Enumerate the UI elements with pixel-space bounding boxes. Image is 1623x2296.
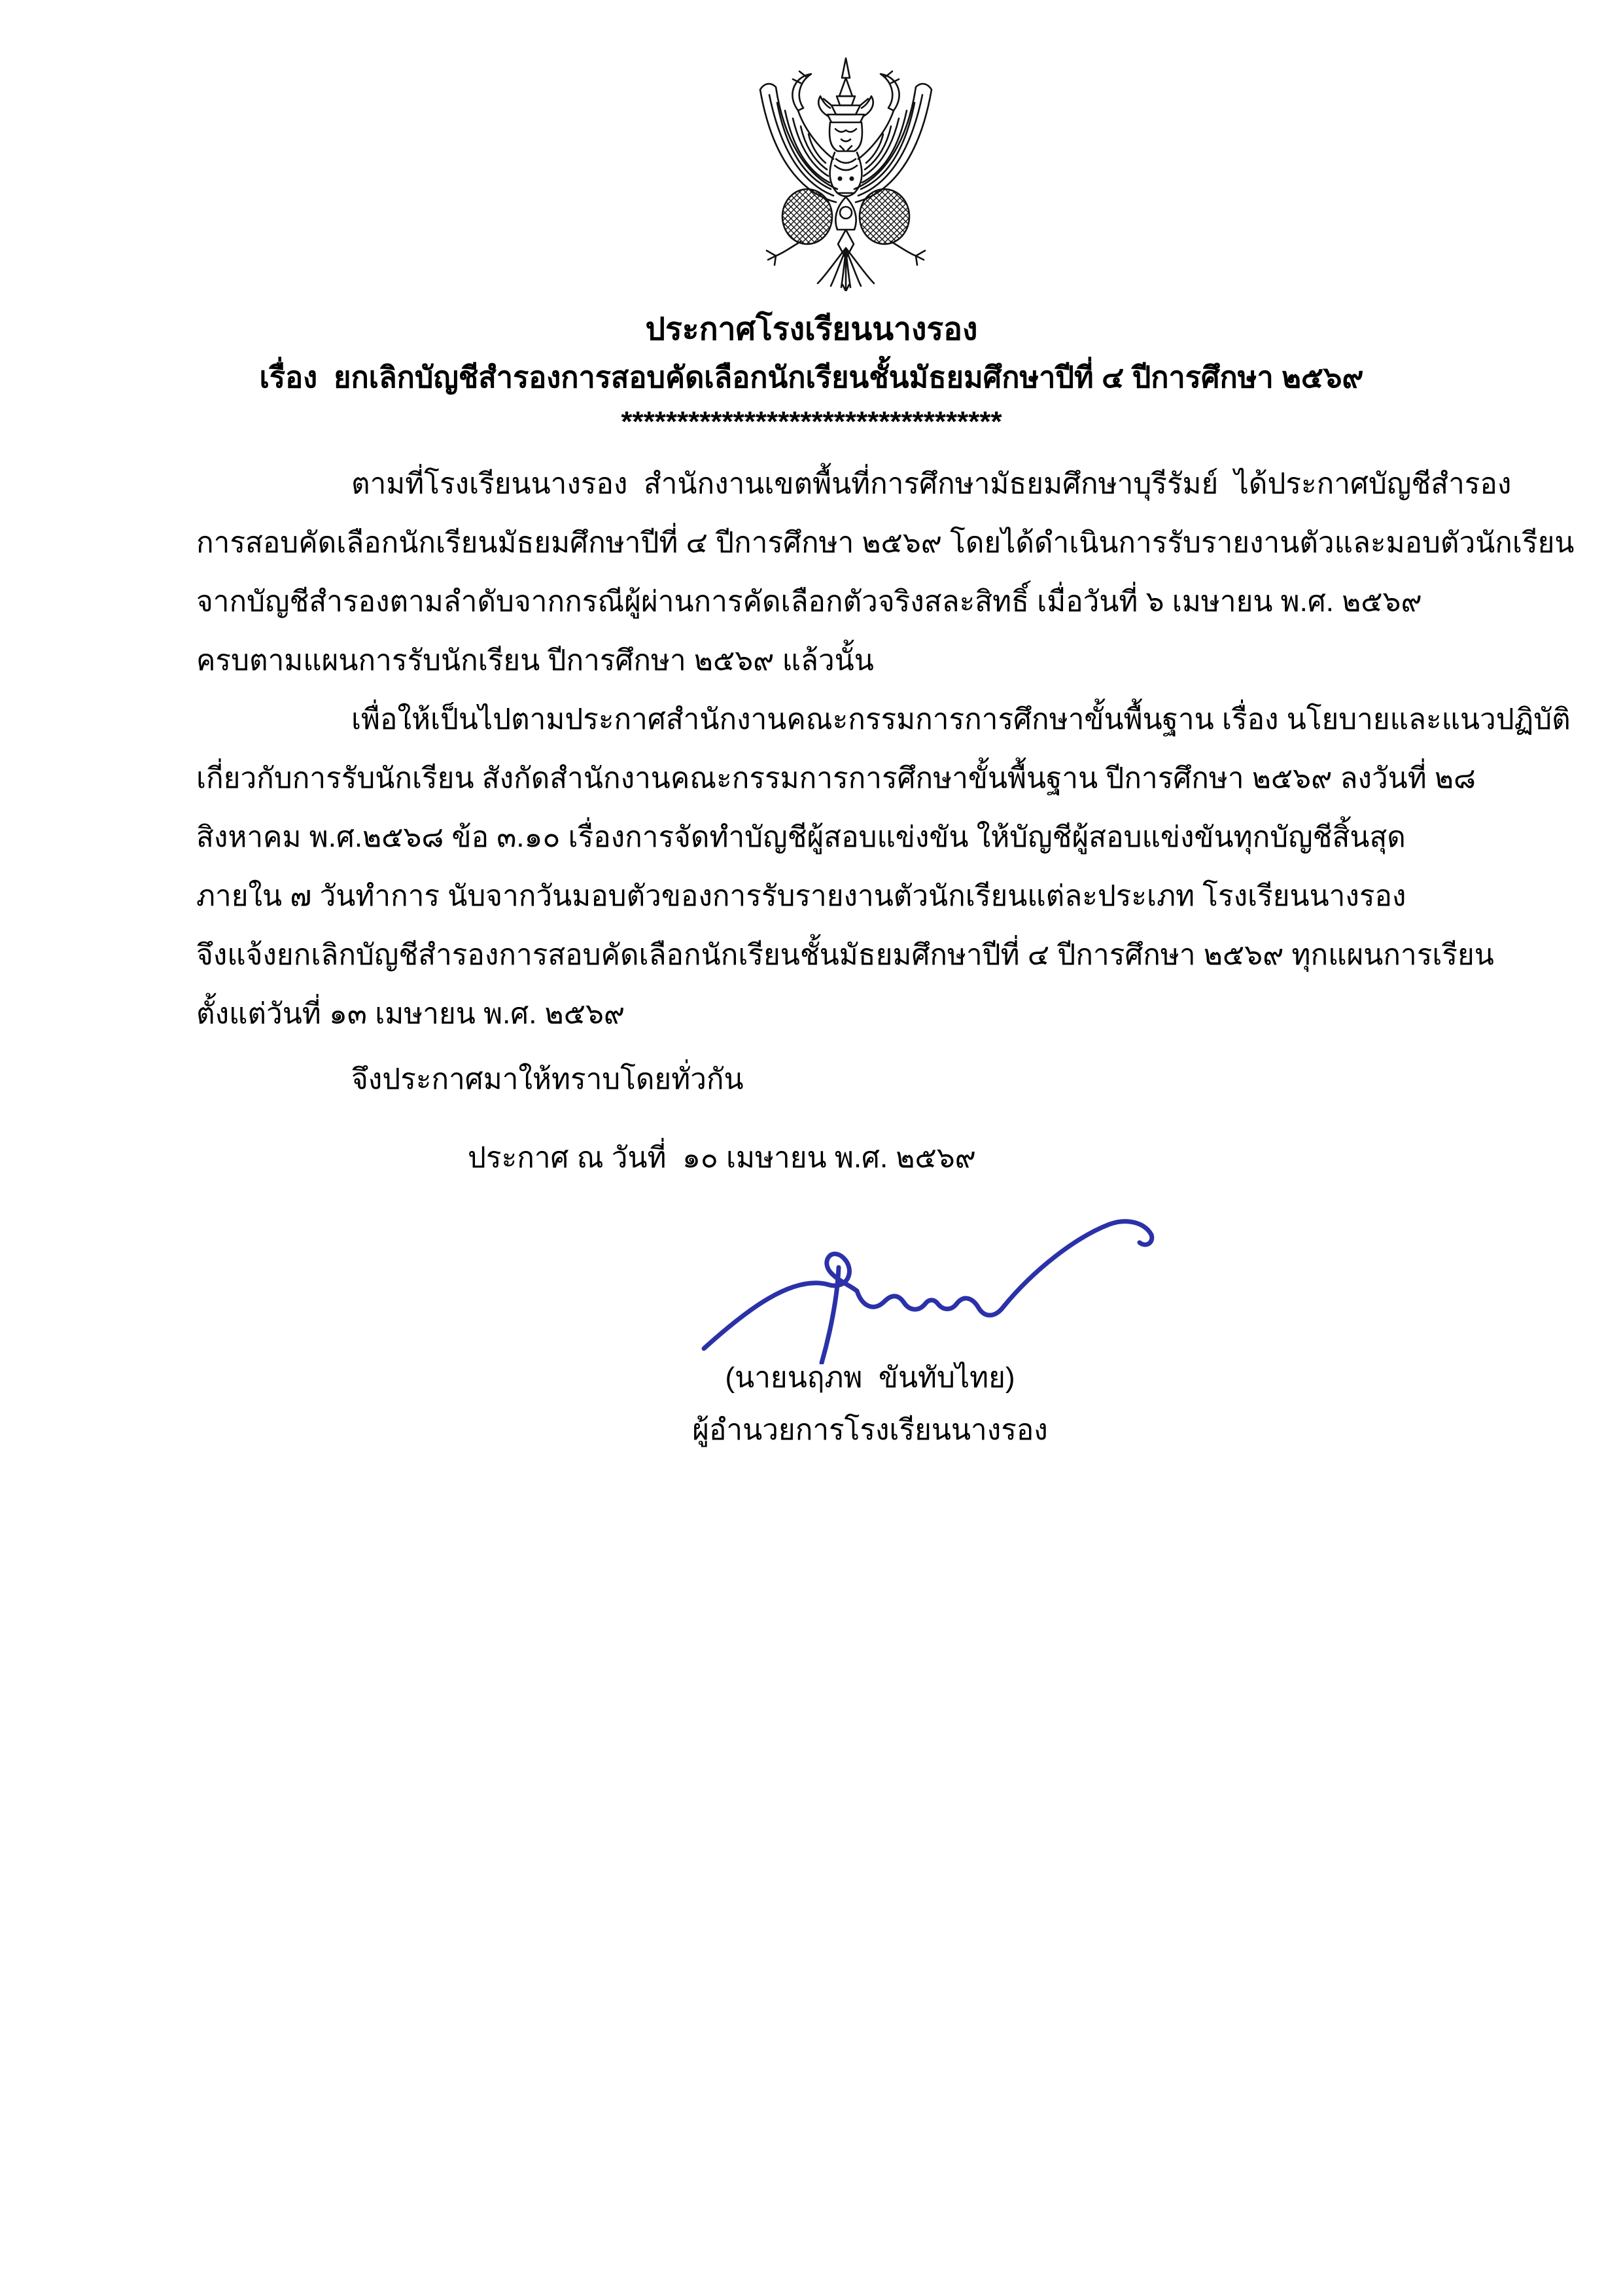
paragraph-1-line: ตามที่โรงเรียนนางรอง สำนักงานเขตพื้นที่การศึกษามัธยมศึกษาบุรีรัมย์ ได้ประกาศบัญชีสำรอง [351,468,1512,500]
paragraph-1-line: จากบัญชีสำรองตามลำดับจากกรณีผู้ผ่านการคัดเลือกตัวจริงสละสิทธิ์ เมื่อวันที่ ๖ เมษายน พ.ศ. ๒๕๖๙ [196,586,1422,618]
closing-statement: จึงประกาศมาให้ทราบโดยทั่วกัน [351,1063,744,1095]
signer-position: ผู้อำนวยการโรงเรียนนางรอง [692,1414,1048,1446]
signature-ink-icon [693,1207,1171,1364]
paragraph-2-line: เกี่ยวกับการรับนักเรียน สังกัดสำนักงานคณะกรรมการการศึกษาขั้นพื้นฐาน ปีการศึกษา ๒๕๖๙ ลงวันที่ ๒๘ [196,762,1476,794]
paragraph-2-line: สิงหาคม พ.ศ.๒๕๖๘ ข้อ ๓.๑๐ เรื่องการจัดทำบัญชีผู้สอบแข่งขัน ให้บัญชีผู้สอบแข่งขันทุกบัญชีสิ้นสุด [196,821,1406,853]
announcement-title: ประกาศโรงเรียนนางรอง [645,312,978,347]
paragraph-2-line: จึงแจ้งยกเลิกบัญชีสำรองการสอบคัดเลือกนักเรียนชั้นมัธยมศึกษาปีที่ ๔ ปีการศึกษา ๒๕๖๙ ทุกแผนการเรียน [196,939,1494,971]
paragraph-2-line: ตั้งแต่วันที่ ๑๓ เมษายน พ.ศ. ๒๕๖๙ [196,998,625,1030]
signature-block [576,1352,1164,1457]
announcement-subject: เรื่อง ยกเลิกบัญชีสำรองการสอบคัดเลือกนักเรียนชั้นมัธยมศึกษาปีที่ ๔ ปีการศึกษา ๒๕๖๙ [259,361,1364,394]
paragraph-2-line: ภายใน ๗ วันทำการ นับจากวันมอบตัวของการรับรายงานตัวนักเรียนแต่ละประเภท โรงเรียนนางรอง [196,880,1406,912]
paragraph-2-line: เพื่อให้เป็นไปตามประกาศสำนักงานคณะกรรมการการศึกษาขั้นพื้นฐาน เรื่อง นโยบายและแนวปฏิบัติ [351,703,1571,735]
asterisk-divider: ********************************** [621,406,1002,438]
signer-name: (นายนฤภพ ขันทับไทย) [725,1362,1015,1394]
paragraph-2 [196,690,1571,1044]
paragraph-1-line: การสอบคัดเลือกนักเรียนมัธยมศึกษาปีที่ ๔ ปีการศึกษา ๒๕๖๙ โดยได้ดำเนินการรับรายงานตัวและมอบตัวนักเรียน [196,527,1575,559]
paragraph-1-line: ครบตามแผนการรับนักเรียน ปีการศึกษา ๒๕๖๙ แล้วนั้น [196,645,874,677]
paragraph-1 [196,455,1575,690]
announcement-date-line: ประกาศ ณ วันที่ ๑๐ เมษายน พ.ศ. ๒๕๖๙ [468,1142,976,1174]
garuda-emblem-icon [738,48,954,291]
